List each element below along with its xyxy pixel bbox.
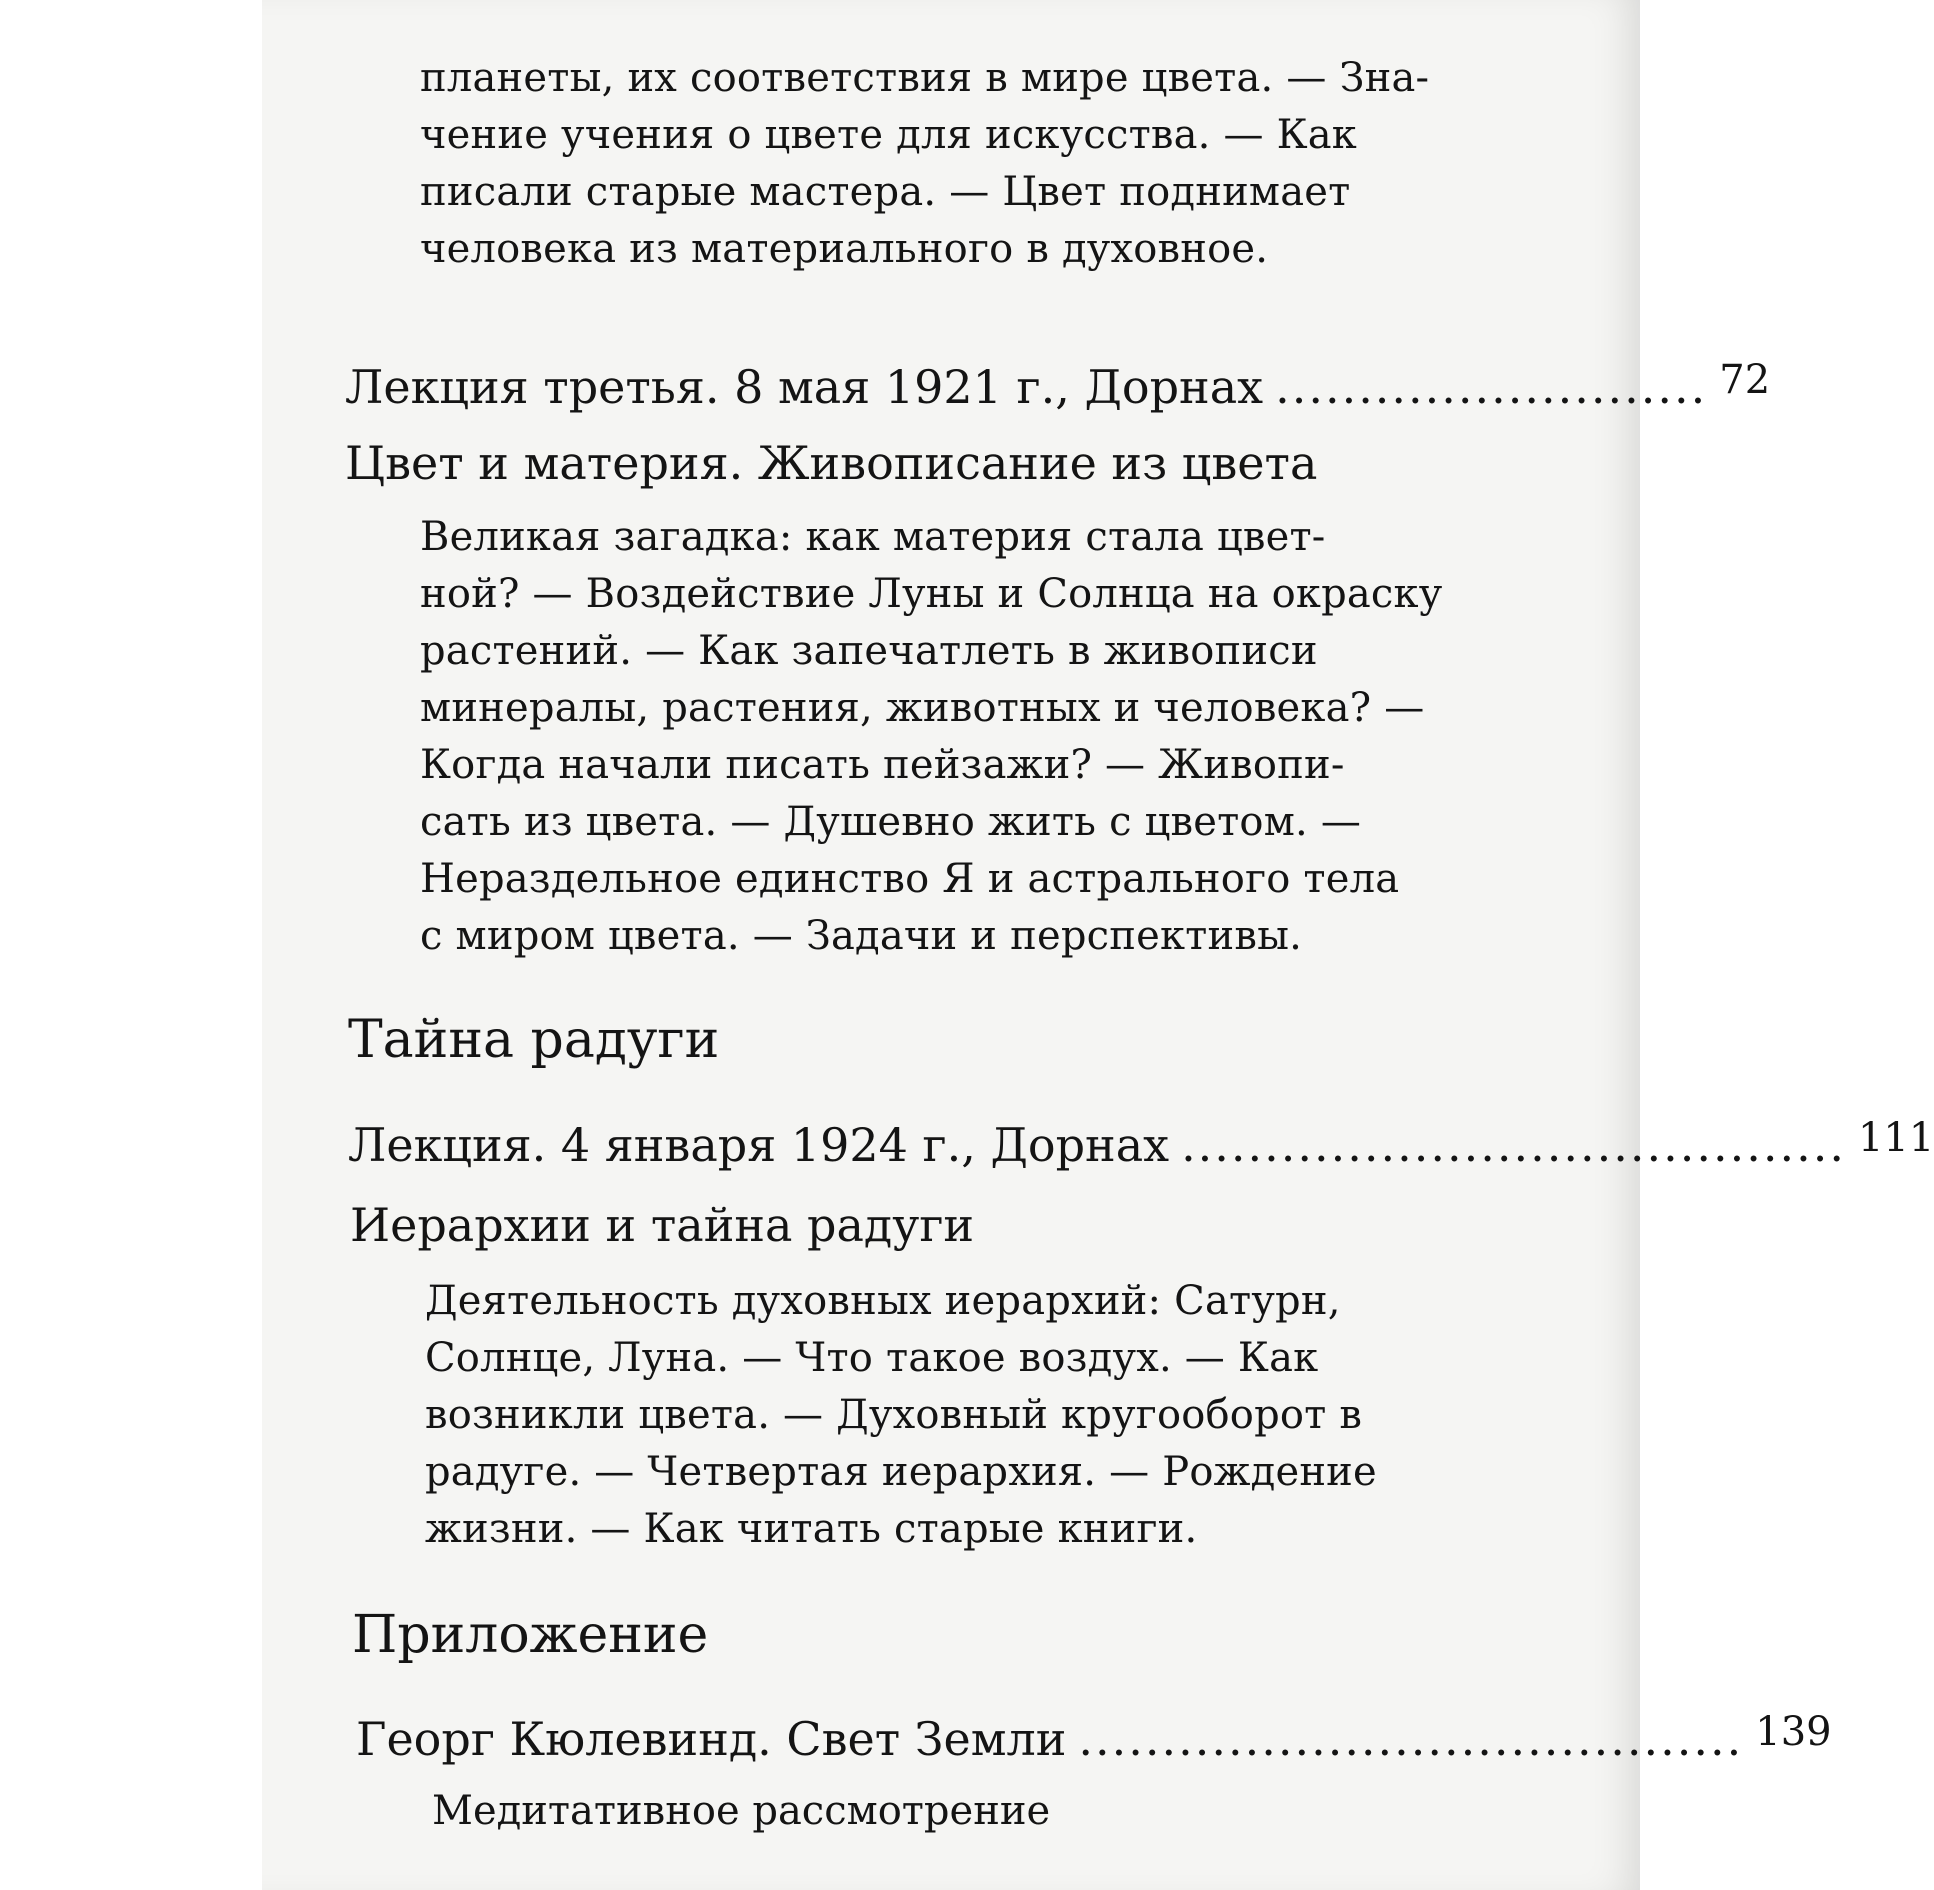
entry-subtitle: Цвет и материя. Живописание из цвета <box>345 436 1318 490</box>
leader-dots: ........................................ <box>1181 1118 1846 1172</box>
desc-line: чение учения о цвете для искусства. — Как <box>420 112 1358 158</box>
desc-line: Великая загадка: как материя стала цвет- <box>420 514 1326 560</box>
desc-line: Деятельность духовных иерархий: Сатурн, <box>425 1278 1341 1324</box>
leader-dots: ........................................ <box>1078 1712 1744 1766</box>
desc-line: планеты, их соответствия в мире цвета. — Зна- <box>420 55 1430 101</box>
toc-entry-appendix <box>356 1709 1832 1766</box>
desc-line: радуге. — Четвертая иерархия. — Рождение <box>425 1449 1377 1495</box>
entry-title: Лекция третья. 8 мая 1921 г., Дорнах <box>345 360 1264 414</box>
desc-line: Когда начали писать пейзажи? — Живопи- <box>420 742 1345 788</box>
desc-line: писали старые мастера. — Цвет поднимает <box>420 169 1351 215</box>
entry-title: Лекция. 4 января 1924 г., Дорнах <box>348 1118 1170 1172</box>
section-heading: Приложение <box>352 1605 709 1665</box>
desc-line: растений. — Как запечатлеть в живописи <box>420 628 1318 674</box>
desc-line: Нераздельное единство Я и астрального тела <box>420 856 1400 902</box>
desc-line: человека из материального в духовное. <box>420 226 1269 272</box>
leader-dots: .......................... <box>1275 360 1708 414</box>
desc-line: жизни. — Как читать старые книги. <box>425 1506 1198 1552</box>
page-number: 72 <box>1719 357 1771 403</box>
desc-line: минералы, растения, животных и человека? — <box>420 685 1425 731</box>
entry-subtitle: Иерархии и тайна радуги <box>350 1198 975 1252</box>
entry-subtitle: Медитативное рассмотрение <box>432 1788 1051 1834</box>
desc-line: с миром цвета. — Задачи и перспективы. <box>420 913 1303 959</box>
desc-line: возникли цвета. — Духовный кругооборот в <box>425 1392 1363 1438</box>
page-number: 139 <box>1755 1709 1832 1755</box>
entry-title: Георг Кюлевинд. Свет Земли <box>356 1712 1067 1766</box>
section-heading: Тайна радуги <box>348 1010 720 1070</box>
page-number: 111 <box>1857 1115 1934 1161</box>
desc-line: Солнце, Луна. — Что такое воздух. — Как <box>425 1335 1319 1381</box>
toc-entry-rainbow-lecture <box>348 1115 1934 1172</box>
toc-entry-lecture-3 <box>345 357 1771 414</box>
desc-line: сать из цвета. — Душевно жить с цветом. — <box>420 799 1362 845</box>
desc-line: ной? — Воздействие Луны и Солнца на окраску <box>420 571 1443 617</box>
